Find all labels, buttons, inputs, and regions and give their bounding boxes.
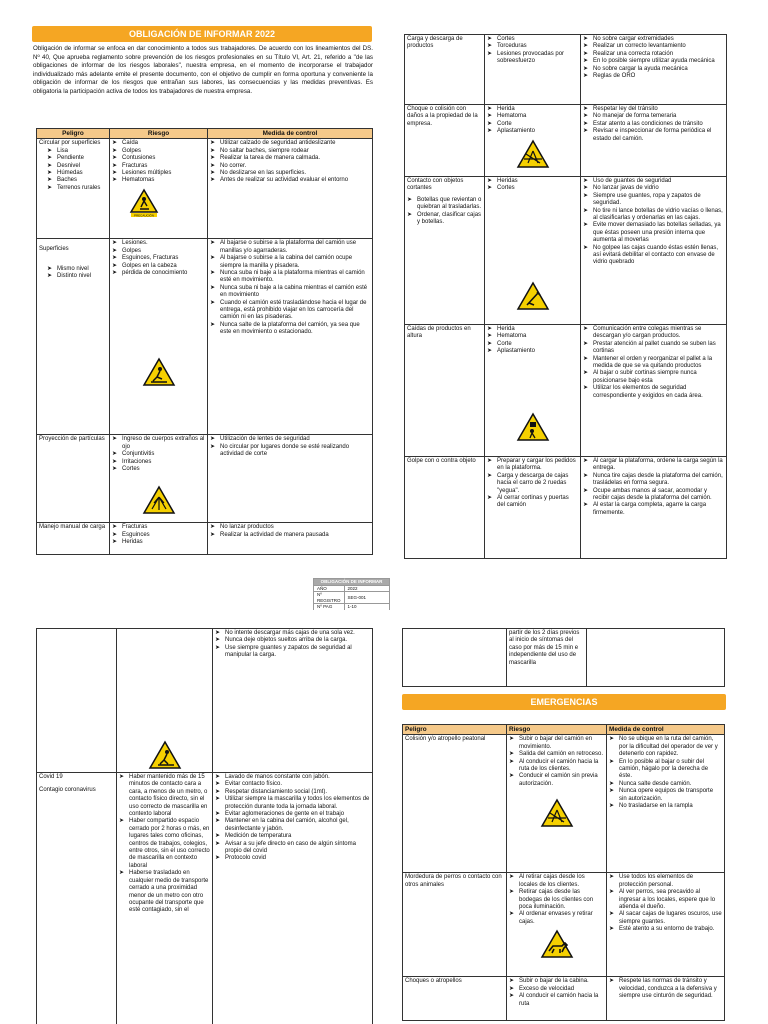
list-item: ➤ Al cargar la plataforma, ordene la carga según la entrega. bbox=[583, 458, 724, 473]
list-item: ➤ Medición de temperatura bbox=[215, 833, 370, 840]
list-item: ➤ Utilizar los elementos de seguridad correspondiente y exigidos en cada área. bbox=[583, 385, 724, 400]
intro-paragraph: Obligación de informar se enfoca en dar conocimiento a todos sus trabajadores. De acuerdo con los lineamientos del DS. Nº 40, Que aprueba reglamento sobre prevención de los riesgos profesionales en su Título VI, Art. 21, referido a "de las obligaciones de informar de los riesgos laborales", nuestra empresa, en el momento de incorporarse el trabajador individualizado más adelante emite el presente documento, con el objetivo de cumplir en forma oportuna y conveniente la obligación de informar de los riesgos que entrañan sus labores, las consecuencias y las medidas preventivas. Es obligatoria la participación activa de todos los trabajadores de nuestra empresa. bbox=[33, 45, 373, 95]
peligro-list bbox=[39, 266, 107, 281]
list-item: ➤ Nunca suba ni baje a la cabina mientras el camión esté en movimiento bbox=[210, 285, 370, 300]
list-item: ➤ Realizar un correcto levantamiento bbox=[583, 43, 724, 50]
list-item: ➤ Revisar e inspeccionar de forma periódica el estado del camión. bbox=[583, 128, 724, 143]
medida-cell bbox=[607, 735, 725, 873]
riesgo-cell bbox=[485, 325, 581, 457]
riesgo-cell bbox=[110, 523, 208, 555]
table-row bbox=[403, 735, 725, 873]
register-label: AÑO bbox=[314, 585, 345, 592]
list-item: ➤ Haberse trasladado en cualquier medio de transporte cerrado a una proximidad menor de un metro con otro ocupante del transporte que esté contagiado, sin el bbox=[119, 870, 210, 914]
list-item: ➤ Nunca salte de la plataforma del camión, ya sea que este en movimiento o estacionado. bbox=[210, 322, 370, 337]
list-item: ➤ Nunca deje objetos sueltos arriba de la carga. bbox=[215, 637, 370, 644]
list-item: ➤ Lesiones múltiples bbox=[112, 170, 205, 177]
peligro-cell: Manejo manual de carga bbox=[37, 523, 110, 555]
peligro-cell: Caídas de productos en altura bbox=[405, 325, 485, 457]
list-item: ➤ Avisar a su jefe directo en caso de algún síntoma propio del covid bbox=[215, 841, 370, 856]
riesgo-cell bbox=[110, 139, 208, 239]
list-item: ➤ Mantener en la cabina del camión, alcohol gel, desinfectante y jabón. bbox=[215, 818, 370, 833]
medida-cell bbox=[581, 325, 727, 457]
list-item: ➤ Evite mover demasiado las botellas selladas, ya que éstas poseen una presión interna que aumenta al moverlas bbox=[583, 222, 724, 244]
list-item: ➤ Mantener el orden y reorganizar el pallet a la medida de que se va quitando productos bbox=[583, 356, 724, 371]
table-row bbox=[37, 773, 373, 1024]
peligro-cell bbox=[37, 773, 117, 1024]
riesgo-cell bbox=[110, 435, 208, 523]
svg-text:PRECAUCIÓN: PRECAUCIÓN bbox=[133, 213, 154, 218]
list-item: ➤ Golpes bbox=[112, 148, 205, 155]
register-value: SEG-001 bbox=[344, 592, 390, 604]
medida-cell bbox=[208, 139, 373, 239]
list-item: ➤ Al bajar o subir cortinas siempre nunca posicionarse bajo esta bbox=[583, 370, 724, 385]
list-item: ➤ Al bajarse o subirse a la plataforma del camión use manillas y/o agarraderas. bbox=[210, 240, 370, 255]
list-item: ➤ No intente descargar más cajas de una sola vez. bbox=[215, 630, 370, 637]
list-item: ➤ Mismo nivel bbox=[47, 266, 107, 273]
riesgo-cell bbox=[485, 457, 581, 559]
peligro-cell: Mordedura de perros o contacto con otros animales bbox=[403, 873, 507, 977]
medida-cell bbox=[581, 35, 727, 105]
peligro-title: Covid 19 bbox=[39, 774, 63, 780]
list-item: ➤ Contusiones bbox=[112, 155, 205, 162]
list-item: ➤ Utilizar siempre la mascarilla y todos los elementos de protección durante toda la jornada laboral. bbox=[215, 796, 370, 811]
table-row bbox=[403, 977, 725, 1021]
list-item: ➤ Fracturas bbox=[112, 163, 205, 170]
list-item: ➤ Herida bbox=[487, 106, 578, 113]
table-header-row bbox=[403, 725, 725, 735]
list-item: ➤ Use todos los elementos de protección personal. bbox=[609, 874, 722, 889]
list-item: ➤ Subir o bajar de la cabina. bbox=[509, 978, 604, 985]
medida-cell bbox=[607, 977, 725, 1021]
peligro-cell bbox=[403, 629, 507, 687]
table-row bbox=[37, 239, 373, 435]
list-item: ➤ No sobre cargar la ayuda mecánica bbox=[583, 66, 724, 73]
list-item: ➤ Evitar aglomeraciones de gente en el trabajo bbox=[215, 811, 370, 818]
table-row bbox=[403, 629, 725, 687]
list-item: ➤ Preparar y cargar los pedidos en la plataforma. bbox=[487, 458, 578, 473]
table-row bbox=[405, 177, 727, 325]
list-item: ➤ Use siempre guantes y zapatos de seguridad al manipular la carga. bbox=[215, 645, 370, 660]
list-item: ➤ Pendiente bbox=[47, 155, 107, 162]
list-item: ➤ Distinto nivel bbox=[47, 273, 107, 280]
falling-objects-warning-icon bbox=[516, 412, 550, 442]
header-riesgo: Riesgo bbox=[110, 129, 208, 139]
list-item: ➤ Conducir el camión sin previa autorización. bbox=[509, 773, 604, 788]
peligro-cell: Choques o atropellos bbox=[403, 977, 507, 1021]
table-header-row bbox=[37, 129, 373, 139]
peligro-cell bbox=[405, 177, 485, 325]
header-peligro: Peligro bbox=[403, 725, 507, 735]
list-item: ➤ No correr. bbox=[210, 163, 370, 170]
list-item: ➤ Retirar cajas desde las bodegas de los clientes con poca iluminación. bbox=[509, 889, 604, 911]
medida-cell bbox=[208, 239, 373, 435]
register-title: OBLIGACIÓN DE INFORMAR bbox=[314, 579, 390, 586]
register-value: 2022 bbox=[344, 585, 390, 592]
medida-cell bbox=[213, 629, 373, 773]
list-item: ➤ Nunca suba ni baje a la plataforma mientras el camión esté en movimiento. bbox=[210, 270, 370, 285]
list-item: ➤ Utilización de lentes de seguridad bbox=[210, 436, 370, 443]
peligro-list bbox=[39, 148, 107, 192]
list-item: ➤ No trasladarse en la rampla bbox=[609, 803, 722, 810]
peligro-cell: Golpe con o contra objeto bbox=[405, 457, 485, 559]
slippery-floor-warning-icon bbox=[129, 188, 189, 218]
list-item: ➤ No tire ni lance botellas de vidrio vacías o llenas, al clasificarlas y ordenarlas en las cajas. bbox=[583, 208, 724, 223]
cut-hazard-warning-icon bbox=[516, 281, 550, 311]
list-item: ➤ Cortes bbox=[112, 466, 205, 473]
list-item: ➤ No manejar de forma temeraria bbox=[583, 113, 724, 120]
riesgo-cell bbox=[485, 177, 581, 325]
list-item: ➤ Respete las normas de tránsito y velocidad, conduzca a la defensiva y siempre use cinturón de seguridad. bbox=[609, 978, 722, 1000]
table-row bbox=[403, 873, 725, 977]
list-item: ➤ Ordenar, clasificar cajas y botellas. bbox=[407, 212, 482, 227]
emergency-table bbox=[402, 724, 725, 1021]
list-item: ➤ Lavado de manos constante con jabón. bbox=[215, 774, 370, 781]
table-row bbox=[405, 105, 727, 177]
list-item: ➤ Realizar una correcta rotación bbox=[583, 51, 724, 58]
list-item: ➤ Subir o bajar del camión en movimiento. bbox=[509, 736, 604, 751]
medida-cell bbox=[208, 435, 373, 523]
list-item: ➤ Evitar contacto físico. bbox=[215, 781, 370, 788]
list-item: ➤ No deslizarse en las superficies. bbox=[210, 170, 370, 177]
peligro-title: Contacto con objetos cortantes bbox=[407, 178, 464, 192]
peligro-subtitle: Contagio coronavirus bbox=[39, 787, 96, 794]
flying-particles-warning-icon bbox=[142, 485, 176, 515]
list-item: ➤ Siempre use guantes, ropa y zapatos de seguridad. bbox=[583, 193, 724, 208]
list-item: ➤ Cuando el camión esté trasladándose hacia el lugar de entrega, está prohibido viajar en los carrocería del camión ni en las pisaderas. bbox=[210, 300, 370, 322]
medida-cell bbox=[581, 177, 727, 325]
falling-load-warning-icon bbox=[148, 740, 182, 770]
list-item: ➤ Corte bbox=[487, 341, 578, 348]
riesgo-cell bbox=[507, 735, 607, 873]
list-item: ➤ Ocupe ambas manos al sacar, acomodar y recibir cajas desde la plataforma del camión. bbox=[583, 488, 724, 503]
list-item: ➤ Torceduras bbox=[487, 43, 578, 50]
peligro-cell: Proyección de partículas bbox=[37, 435, 110, 523]
header-peligro: Peligro bbox=[37, 129, 110, 139]
risk-table-2 bbox=[404, 34, 727, 559]
list-item: ➤ Conjuntivitis bbox=[112, 451, 205, 458]
list-item: ➤ Al sacar cajas de lugares oscuros, use siempre guantes. bbox=[609, 911, 722, 926]
list-item: ➤ Reglas de ORO bbox=[583, 73, 724, 80]
list-item: ➤ Al ver perros, sea precavido al ingresar a los locales, espere que lo atienda el dueño. bbox=[609, 889, 722, 911]
list-item: ➤ Lesiones. bbox=[112, 240, 205, 247]
list-item: ➤ Baches bbox=[47, 177, 107, 184]
list-item: ➤ Herida bbox=[487, 326, 578, 333]
list-item: ➤ Realizar la tarea de manera calmada. bbox=[210, 155, 370, 162]
collision-warning-icon bbox=[516, 139, 550, 169]
table-row bbox=[37, 629, 373, 773]
table-row bbox=[37, 523, 373, 555]
list-item: ➤ Ingreso de cuerpos extraños al ojo bbox=[112, 436, 205, 451]
peligro-cell bbox=[37, 139, 110, 239]
riesgo-cell bbox=[485, 35, 581, 105]
peligro-cell bbox=[37, 239, 110, 435]
header-medida: Medida de control bbox=[208, 129, 373, 139]
medida-cell bbox=[607, 873, 725, 977]
register-value: 1-10 bbox=[344, 604, 390, 611]
list-item: ➤ Respetar ley del tránsito bbox=[583, 106, 724, 113]
list-item: ➤ No lanzar javas de vidrio bbox=[583, 185, 724, 192]
list-item: ➤ No saltar baches, siempre rodear bbox=[210, 148, 370, 155]
list-item: ➤ Al conducir el camión hacia la ruta bbox=[509, 993, 604, 1008]
list-item: ➤ Uso de guantes de seguridad bbox=[583, 178, 724, 185]
list-item: ➤ Prestar atención al pallet cuando se suben las cortinas bbox=[583, 341, 724, 356]
list-item: ➤ Golpes en la cabeza bbox=[112, 263, 205, 270]
list-item: ➤ Utilizar calzado de seguridad antideslizante bbox=[210, 140, 370, 147]
list-item: ➤ Golpes bbox=[112, 248, 205, 255]
list-item: ➤ No se ubique en la ruta del camión, por la dificultad del operador de ver y detenerlo con rapidez. bbox=[609, 736, 722, 758]
list-item: ➤ Desnivel bbox=[47, 163, 107, 170]
list-item: ➤ Salida del camión en retroceso. bbox=[509, 751, 604, 758]
list-item: ➤ Carga y descarga de cajas hacia el carro de 2 ruedas "yegua". bbox=[487, 473, 578, 495]
list-item: ➤ Aplastamiento bbox=[487, 348, 578, 355]
list-item: ➤ Haber compartido espacio cerrado por 2 horas o más, en lugares tales como oficinas, centros de trabajos, colegios, entre otros, sin el uso correcto de mascarilla en contexto laboral bbox=[119, 818, 210, 870]
list-item: ➤ Protocolo covid bbox=[215, 855, 370, 862]
list-item: ➤ Caída bbox=[112, 140, 205, 147]
list-item: ➤ Lesiones provocadas por sobreesfuerzo bbox=[487, 51, 578, 66]
list-item: ➤ Corte bbox=[487, 121, 578, 128]
register-label: Nº REGISTRO bbox=[314, 592, 345, 604]
header-medida: Medida de control bbox=[607, 725, 725, 735]
medida-cell bbox=[581, 457, 727, 559]
list-item: ➤ Terrenos rurales bbox=[47, 185, 107, 192]
table-row bbox=[405, 457, 727, 559]
list-item: ➤ Al bajarse o subirse a la cabina del camión ocupe siempre la manilla y pisadera. bbox=[210, 255, 370, 270]
register-info-table bbox=[313, 578, 390, 611]
riesgo-cell bbox=[110, 239, 208, 435]
riesgo-cell bbox=[507, 977, 607, 1021]
document-page-4 bbox=[390, 610, 768, 1024]
list-item: ➤ En lo posible al bajar o subir del camión, hágalo por la derecha de éste. bbox=[609, 759, 722, 781]
medida-cell bbox=[208, 523, 373, 555]
list-item: ➤ En lo posible siempre utilizar ayuda mecánica bbox=[583, 58, 724, 65]
list-item: ➤ Antes de realizar su actividad evaluar el entorno bbox=[210, 177, 370, 184]
list-item: ➤ Haber mantenido más de 15 minutos de contacto cara a cara, a menos de un metro, o contacto físico directo, sin el uso correcto de mascarilla en contexto laboral bbox=[119, 774, 210, 818]
list-item: ➤ Esguinces, Fracturas bbox=[112, 255, 205, 262]
table-row bbox=[405, 325, 727, 457]
riesgo-cell bbox=[117, 629, 213, 773]
riesgo-cell bbox=[485, 105, 581, 177]
table-row bbox=[37, 435, 373, 523]
list-item: ➤ pérdida de conocimiento bbox=[112, 270, 205, 277]
list-item: ➤ Estar atento a las condiciones de tránsito bbox=[583, 121, 724, 128]
peligro-cell bbox=[37, 629, 117, 773]
list-item: ➤ No lanzar productos bbox=[210, 524, 370, 531]
dog-bite-warning-icon bbox=[540, 929, 574, 959]
list-item: ➤ Al ordenar envases y retirar cajas. bbox=[509, 911, 604, 926]
riesgo-cell: partir de los 2 días previos al inicio de síntomas del caso por más de 15 min e independiente del uso de mascarilla bbox=[507, 629, 587, 687]
list-item: ➤ Nunca tire cajas desde la plataforma del camión, trasládelas en forma segura. bbox=[583, 473, 724, 488]
list-item: ➤ Esté atento a su entorno de trabajo. bbox=[609, 926, 722, 933]
risk-table-4-continuation bbox=[402, 628, 725, 687]
list-item: ➤ Húmedas bbox=[47, 170, 107, 177]
list-item: ➤ Al cerrar cortinas y puertas del camión bbox=[487, 495, 578, 510]
list-item: ➤ No circular por lugares donde se esté realizando actividad de corte bbox=[210, 444, 370, 459]
riesgo-cell bbox=[507, 873, 607, 977]
medida-cell bbox=[587, 629, 725, 687]
peligro-cell: Carga y descarga de productos bbox=[405, 35, 485, 105]
header-riesgo: Riesgo bbox=[507, 725, 607, 735]
document-page-3 bbox=[0, 610, 390, 1024]
peligro-cell: Colisión y/o atropello peatonal bbox=[403, 735, 507, 873]
medida-cell bbox=[581, 105, 727, 177]
list-item: ➤ Respetar distanciamiento social (1mt). bbox=[215, 789, 370, 796]
list-item: ➤ Hematomas bbox=[112, 177, 205, 184]
list-item: ➤ Al conducir el camión hacia la ruta de los clientes. bbox=[509, 759, 604, 774]
list-item: ➤ Aplastamiento bbox=[487, 128, 578, 135]
medida-cell bbox=[213, 773, 373, 1024]
list-item: ➤ Esguinces bbox=[112, 532, 205, 539]
list-item: ➤ Nunca opere equipos de transporte sin autorización. bbox=[609, 788, 722, 803]
list-item: ➤ Hematoma bbox=[487, 113, 578, 120]
list-item: ➤ Lisa bbox=[47, 148, 107, 155]
list-item: ➤ Exceso de velocidad bbox=[509, 986, 604, 993]
list-item: ➤ Fracturas bbox=[112, 524, 205, 531]
riesgo-cell bbox=[117, 773, 213, 1024]
table-row bbox=[405, 35, 727, 105]
list-item: ➤ Cortes bbox=[487, 36, 578, 43]
document-page-2 bbox=[390, 0, 768, 600]
peligro-cell: Choque o colisión con daños a la propiedad de la empresa. bbox=[405, 105, 485, 177]
section-banner: OBLIGACIÓN DE INFORMAR 2022 bbox=[32, 26, 372, 42]
list-item: ➤ Al retirar cajas desde los locales de los clientes. bbox=[509, 874, 604, 889]
register-label: Nº PAG bbox=[314, 604, 345, 611]
list-item: ➤ Botellas que revientan o quiebran al trasladarlas. bbox=[407, 197, 482, 212]
risk-table-3 bbox=[36, 628, 373, 1024]
list-item: ➤ No sobre cargar extremidades bbox=[583, 36, 724, 43]
document-page-1 bbox=[0, 0, 390, 609]
peligro-title: Circular por superficies bbox=[39, 140, 101, 147]
list-item: ➤ No golpee las cajas cuando éstas estén llenas, así evitará debilitar el contacto con envase de vidrio quebrado bbox=[583, 245, 724, 267]
list-item: ➤ Heridas bbox=[487, 178, 578, 185]
fall-hazard-warning-icon bbox=[142, 357, 176, 387]
list-item: ➤ Cortes bbox=[487, 185, 578, 192]
peligro-title: Superficies bbox=[39, 246, 69, 253]
list-item: ➤ Irritaciones bbox=[112, 459, 205, 466]
emergencias-banner: EMERGENCIAS bbox=[402, 694, 726, 710]
risk-table-1 bbox=[36, 128, 373, 555]
table-row bbox=[37, 139, 373, 239]
list-item: ➤ Comunicación entre colegas mientras se descargan y/o cargan productos. bbox=[583, 326, 724, 341]
list-item: ➤ Nunca salte desde camión. bbox=[609, 781, 722, 788]
list-item: ➤ Al estar la carga completa, agarre la carga firmemente. bbox=[583, 502, 724, 517]
list-item: ➤ Heridas bbox=[112, 539, 205, 546]
pedestrian-collision-warning-icon bbox=[540, 798, 574, 828]
list-item: ➤ Realizar la actividad de manera pausada bbox=[210, 532, 370, 539]
list-item: ➤ Hematoma bbox=[487, 333, 578, 340]
